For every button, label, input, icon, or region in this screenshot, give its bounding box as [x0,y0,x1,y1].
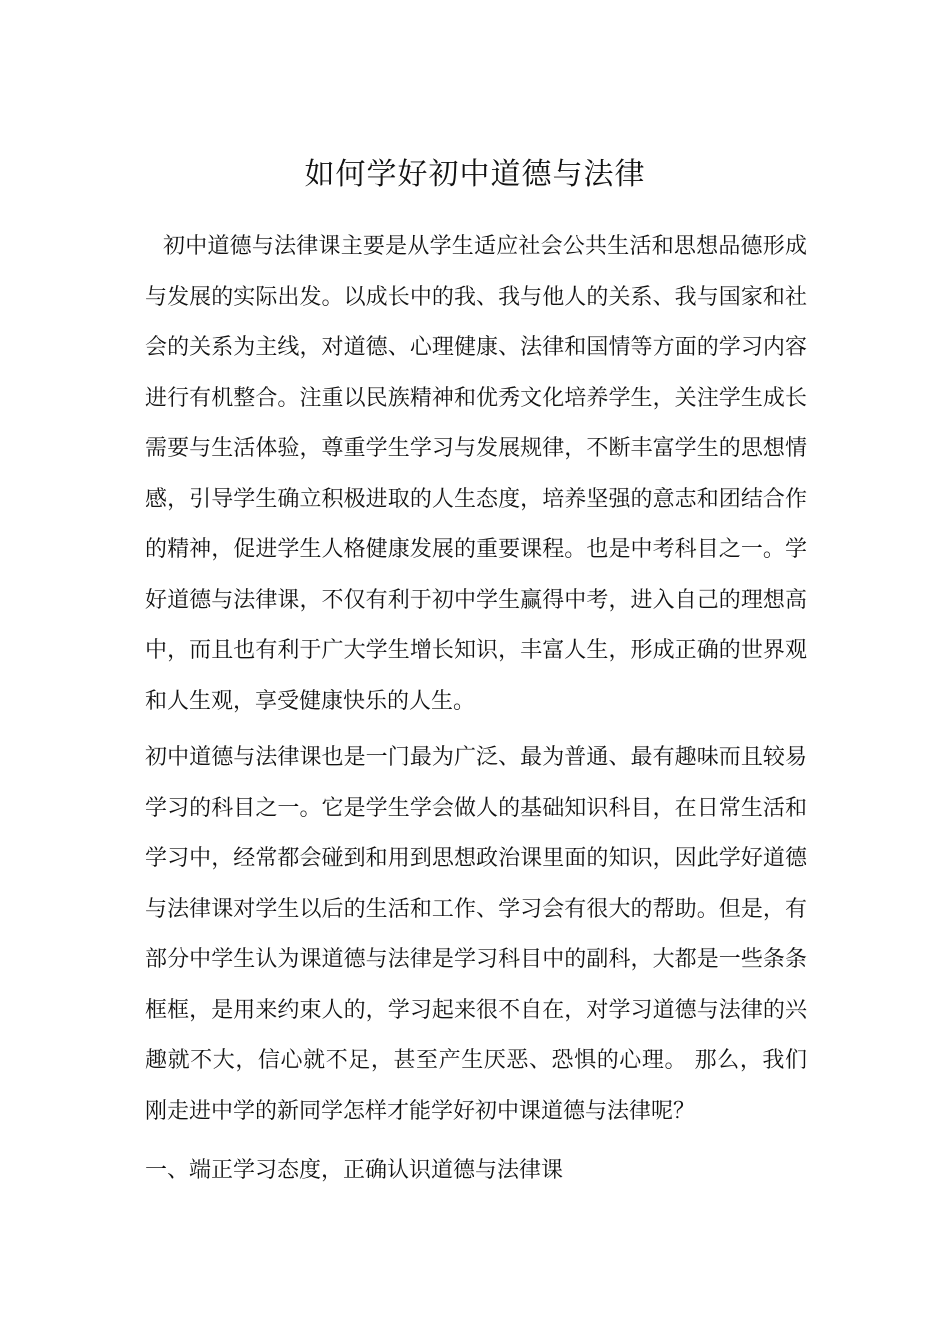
section-heading: 一、端正学习态度，正确认识道德与法律课 [145,1158,564,1183]
document-title: 如何学好初中道德与法律 [304,157,646,192]
paragraph-body: 初中道德与法律课也是一门最为广泛、最为普通、最有趣味而且较易学习的科目之一。它是学生学会做人的基础知识科目，在日常生活和学习中，经常都会碰到和用到思想政治课里面的知识，因此学好道德与法律课对学生以后的生活和工作、学习会有很大的帮助。但是，有部分中学生认为课道德与法律是学习科目中的副科，大都是一些条条框框，是用来约束人的，学习起来很不自在，对学习道德与法律的兴趣就不大，信心就不足，甚至产生厌恶、恐惧的心理。 那么，我们刚走进中学的新同学怎样才能学好初中课道德与法律呢？ [145,745,807,1124]
paragraph-intro: 初中道德与法律课主要是从学生适应社会公共生活和思想品德形成与发展的实际出发。以成长中的我、我与他人的关系、我与国家和社会的关系为主线，对道德、心理健康、法律和国情等方面的学习内容进行有机整合。注重以民族精神和优秀文化培养学生，关注学生成长需要与生活体验，尊重学生学习与发展规律，不断丰富学生的思想情感，引导学生确立积极进取的人生态度，培养坚强的意志和团结合作的精神，促进学生人格健康发展的重要课程。也是中考科目之一。学好道德与法律课，不仅有利于初中学生赢得中考，进入自己的理想高中，而且也有利于广大学生增长知识，丰富人生，形成正确的世界观和人生观，享受健康快乐的人生。 [145,234,807,714]
